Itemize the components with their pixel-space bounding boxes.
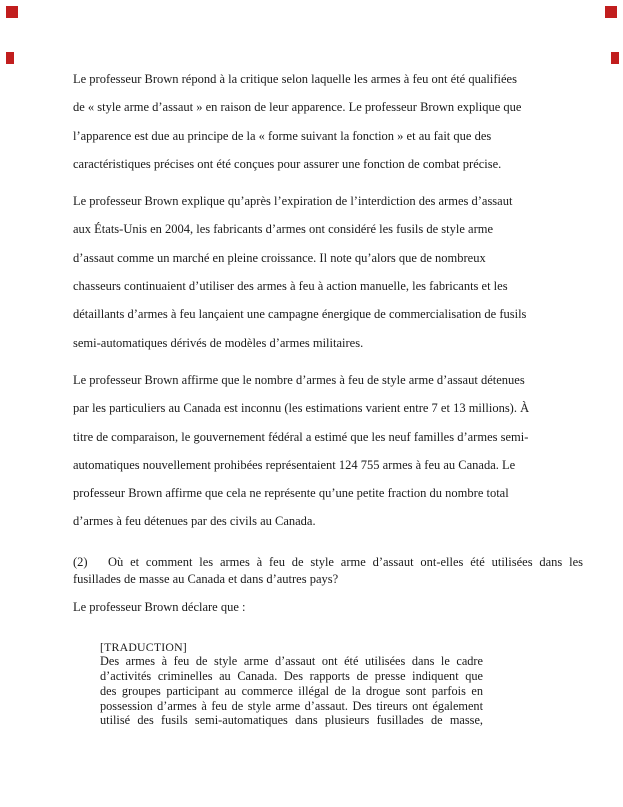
document-body bbox=[73, 0, 585, 728]
translation-label: [TRADUCTION] bbox=[100, 639, 187, 654]
question-number: (2) bbox=[73, 554, 88, 569]
text-line: Le professeur Brown explique qu’après l’expiration de l’interdiction des armes d’assaut bbox=[73, 194, 513, 209]
text-line: automatiques nouvellement prohibées représentaient 124 755 armes à feu au Canada. Le bbox=[73, 457, 516, 472]
question-item-2 bbox=[73, 554, 585, 588]
text-line: chasseurs continuaient d’utiliser des armes à feu à action manuelle, les fabricants et les bbox=[73, 279, 508, 294]
text-line: d’armes à feu détenues par des civils au Canada. bbox=[73, 514, 316, 529]
text-line: des groupes participant au commerce illégal de la drogue sont parfois en bbox=[100, 683, 483, 698]
red-corner-mark-top-right bbox=[605, 6, 617, 18]
text-line: d’activités criminelles au Canada. Des rapports de presse indiquent que bbox=[100, 669, 483, 684]
text-line: utilisé des fusils semi-automatiques dans plusieurs fusillades de masse, bbox=[100, 713, 483, 728]
text-line: aux États-Unis en 2004, les fabricants d’armes ont considéré les fusils de style arme bbox=[73, 222, 494, 237]
paragraph-expiration-interdiction bbox=[73, 187, 585, 357]
text-line: Des armes à feu de style arme d’assaut ont été utilisées dans le cadre bbox=[100, 654, 483, 669]
question-first-line-row bbox=[73, 554, 585, 571]
text-line: Le professeur Brown répond à la critique selon laquelle les armes à feu ont été qualifiées bbox=[73, 72, 517, 86]
text-line: par les particuliers au Canada est inconnu (les estimations varient entre 7 et 13 millions). À bbox=[73, 401, 530, 416]
paragraph-nombre-armes bbox=[73, 366, 585, 536]
text-line: de « style arme d’assaut » en raison de leur apparence. Le professeur Brown explique que bbox=[73, 100, 522, 115]
text-line: professeur Brown affirme que cela ne représente qu’une petite fraction du nombre total bbox=[73, 486, 509, 501]
red-corner-mark-top-left bbox=[6, 6, 18, 18]
red-edge-mark-left bbox=[6, 52, 14, 64]
text-line: semi-automatiques dérivés de modèles d’armes militaires. bbox=[73, 335, 364, 350]
red-edge-mark-right bbox=[611, 52, 619, 64]
text-line: Où et comment les armes à feu de style arme d’assaut ont-elles été utilisées dans les bbox=[108, 554, 583, 569]
text-line: caractéristiques précises ont été conçues pour assurer une fonction de combat précise. bbox=[73, 156, 502, 171]
paragraph-apparence bbox=[73, 0, 585, 178]
text-line: d’assaut comme un marché en pleine croissance. Il note qu’alors que de nombreux bbox=[73, 250, 486, 265]
text-line: détaillants d’armes à feu lançaient une campagne énergique de commercialisation de fusils bbox=[73, 307, 527, 322]
text-line: possession d’armes à feu de style arme d’assaut. Des tireurs ont également bbox=[100, 698, 483, 713]
declare-line: Le professeur Brown déclare que : bbox=[73, 599, 246, 614]
text-line: Le professeur Brown affirme que le nombre d’armes à feu de style arme d’assaut détenues bbox=[73, 372, 525, 387]
blockquote-translation bbox=[100, 640, 483, 728]
text-line: fusillades de masse au Canada et dans d’autres pays? bbox=[73, 571, 339, 586]
text-line: titre de comparaison, le gouvernement fédéral a estimé que les neuf familles d’armes semi- bbox=[73, 429, 529, 444]
text-line: l’apparence est due au principe de la « forme suivant la fonction » et au fait que des bbox=[73, 128, 492, 143]
